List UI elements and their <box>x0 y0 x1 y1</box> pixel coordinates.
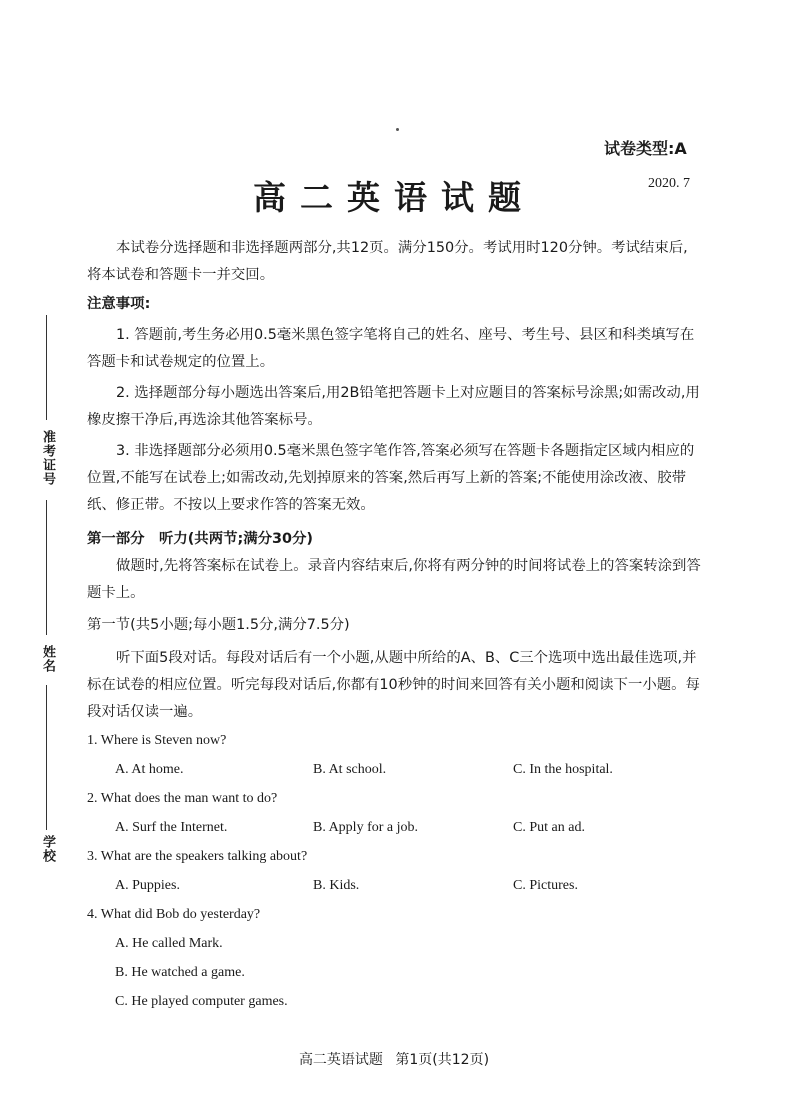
section1-instruction: 听下面5段对话。每段对话后有一个小题,从题中所给的A、B、C三个选项中选出最佳选项,并标在试卷的相应位置。听完每段对话后,你都有10秒钟的时间来回答有关小题和阅读下一小题。每段对话仅读一遍。 <box>87 650 700 720</box>
option-c: C. Pictures. <box>513 878 578 893</box>
question-2: 2. What does the man want to do? <box>87 791 278 806</box>
notice-item: 3. 非选择题部分必须用0.5毫米黑色签字笔作答,答案必须写在答题卡各题指定区域内相应的位置,不能写在试卷上;如需改动,先划掉原来的答案,然后再写上新的答案;不能使用涂改液、胶带纸、修正带。不按以上要求作答的答案无效。 <box>87 443 695 513</box>
option-b: B. He watched a game. <box>115 965 245 980</box>
school-label: 学校 <box>40 835 55 863</box>
part1-instruction: 做题时,先将答案标在试卷上。录音内容结束后,你将有两分钟的时间将试卷上的答案转涂到答题卡上。 <box>87 558 701 601</box>
option-a: A. He called Mark. <box>115 936 223 951</box>
question-4: 4. What did Bob do yesterday? <box>87 907 261 922</box>
page-number: 第1页(共12页) <box>395 1052 490 1068</box>
question-1: 1. Where is Steven now? <box>87 733 227 748</box>
option-b: B. Kids. <box>313 878 360 893</box>
section1-heading: 第一节(共5小题;每小题1.5分,满分7.5分) <box>87 617 350 633</box>
part1-heading: 第一部分 听力(共两节;满分30分) <box>87 531 314 547</box>
option-c: C. In the hospital. <box>513 762 613 777</box>
notice-item: 1. 答题前,考生务必用0.5毫米黑色签字笔将自己的姓名、座号、考生号、县区和科类填写在答题卡和试卷规定的位置上。 <box>87 327 695 370</box>
paper-type: 试卷类型:A <box>604 139 687 158</box>
binding-line <box>46 685 47 830</box>
question-3: 3. What are the speakers talking about? <box>87 849 308 864</box>
exam-date: 2020. 7 <box>648 176 690 191</box>
intro-paragraph: 本试卷分选择题和非选择题两部分,共12页。满分150分。考试用时120分钟。考试结束后,将本试卷和答题卡一并交回。 <box>87 240 688 283</box>
option-c: C. He played computer games. <box>115 994 288 1009</box>
binding-line <box>46 500 47 635</box>
option-a: A. Puppies. <box>115 878 180 893</box>
scan-dot <box>396 128 399 131</box>
exam-number-label: 准考证号 <box>40 430 55 486</box>
option-c: C. Put an ad. <box>513 820 585 835</box>
page-title: 高二英语试题 <box>253 178 535 217</box>
option-a: A. At home. <box>115 762 184 777</box>
option-b: B. At school. <box>313 762 387 777</box>
binding-line <box>46 315 47 420</box>
name-label: 姓名 <box>40 645 55 673</box>
page-footer <box>0 1049 788 1069</box>
option-a: A. Surf the Internet. <box>115 820 228 835</box>
notice-item: 2. 选择题部分每小题选出答案后,用2B铅笔把答题卡上对应题目的答案标号涂黑;如需改动,用橡皮擦干净后,再选涂其他答案标号。 <box>87 385 700 428</box>
footer-subject: 高二英语试题 <box>298 1052 383 1068</box>
notice-heading: 注意事项: <box>87 296 151 312</box>
option-b: B. Apply for a job. <box>313 820 418 835</box>
